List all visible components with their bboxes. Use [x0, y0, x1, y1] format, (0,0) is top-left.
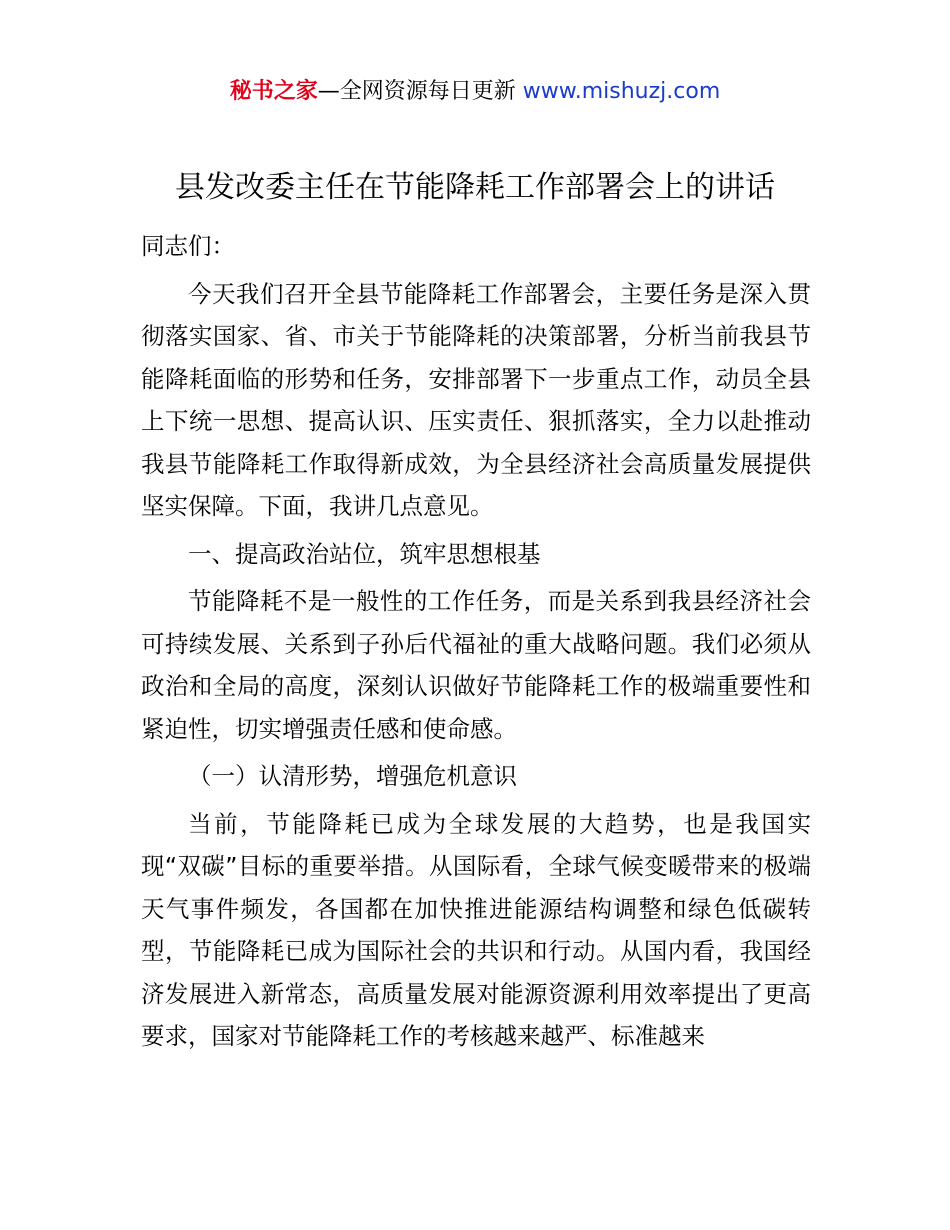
document-title: 县发改委主任在节能降耗工作部署会上的讲话: [175, 170, 775, 205]
site-brand: 秘书之家: [229, 79, 318, 104]
subsection-heading: （一）认清形势，增强危机意识: [188, 762, 517, 790]
site-header: [0, 76, 950, 108]
site-url-link[interactable]: www.mishuzj.com: [522, 79, 721, 104]
paragraph-section-body: 节能降耗不是一般性的工作任务，而是关系到我县经济社会可持续发展、关系到子孙后代福祉的重大战略问题。我们必须从政治和全局的高度，深刻认识做好节能降耗工作的极端重要性和紧迫性，切实增强责任感和使命感。: [141, 587, 811, 743]
section-heading: 一、提高政治站位，筑牢思想根基: [188, 539, 541, 568]
salutation: 同志们：: [141, 232, 235, 260]
paragraph-intro: 今天我们召开全县节能降耗工作部署会，主要任务是深入贯彻落实国家、省、市关于节能降耗的决策部署，分析当前我县节能降耗面临的形势和任务，安排部署下一步重点工作，动员全县上下统一思想、提高认识、压实责任、狠抓落实，全力以赴推动我县节能降耗工作取得新成效，为全县经济社会高质量发展提供坚实保障。下面，我讲几点意见。: [141, 279, 811, 520]
paragraph-subsection-body: 当前，节能降耗已成为全球发展的大趋势，也是我国实现“双碳”目标的重要举措。从国际看，全球气候变暖带来的极端天气事件频发，各国都在加快推进能源结构调整和绿色低碳转型，节能降耗已成为国际社会的共识和行动。从国内看，我国经济发展进入新常态，高质量发展对能源资源利用效率提出了更高要求，国家对节能降耗工作的考核越来越严、标准越来: [141, 809, 811, 1050]
document-body: [141, 225, 811, 1058]
site-tagline: —全网资源每日更新: [317, 79, 523, 104]
